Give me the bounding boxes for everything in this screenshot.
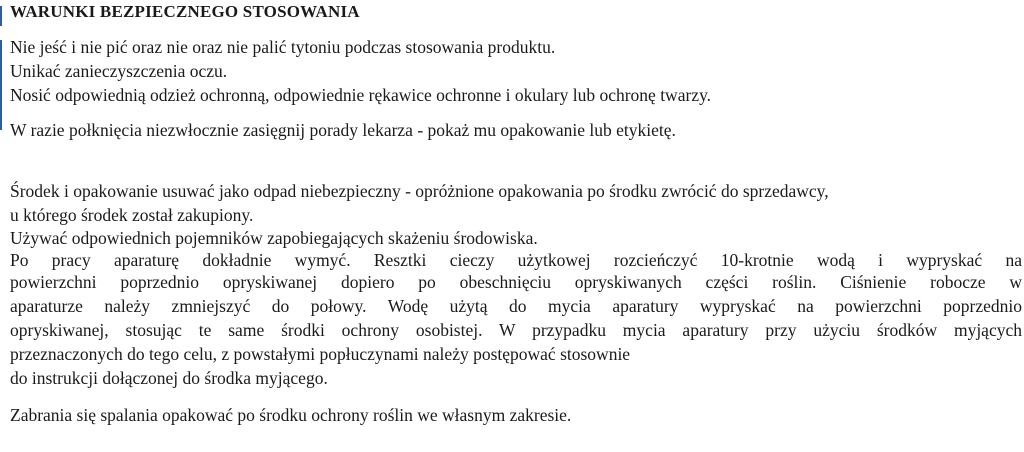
disposal-line: u którego środek został zakupiony. [10, 205, 254, 225]
cleaning-line: do instrukcji dołączonej do środka myjącego. [10, 368, 328, 388]
cleaning-line: powierzchni poprzednio opryskiwanej dopiero po obeschnięciu opryskiwanych części roślin. Ciśnienie robocze w [10, 272, 1022, 292]
margin-marker [0, 6, 2, 26]
cleaning-line: aparaturze należy zmniejszyć do połowy. Wodę użytą do mycia aparatury wypryskać na powierzchni poprzednio [10, 296, 1022, 316]
disposal-line: Środek i opakowanie usuwać jako odpad niebezpieczny - opróżnione opakowania po środku zwrócić do sprzedawcy, [10, 181, 829, 201]
safety-line: W razie połknięcia niezwłocznie zasięgnij porady lekarza - pokaż mu opakowanie lub etykietę. [10, 120, 676, 140]
safety-line: Nosić odpowiednią odzież ochronną, odpowiednie rękawice ochronne i okulary lub ochronę twarzy. [10, 85, 712, 105]
safety-line: Unikać zanieczyszczenia oczu. [10, 61, 228, 81]
cleaning-line: przeznaczonych do tego celu, z powstałymi popłuczynami należy postępować stosownie [10, 344, 631, 364]
safety-line: Nie jeść i nie pić oraz nie oraz nie palić tytoniu podczas stosowania produktu. [10, 37, 556, 57]
final-line: Zabrania się spalania opakować po środku ochrony roślin we własnym zakresie. [10, 405, 572, 425]
disposal-line: Używać odpowiednich pojemników zapobiegających skażeniu środowiska. [10, 228, 538, 248]
cleaning-line: opryskiwanej, stosując te same środki ochrony osobistej. W przypadku mycia aparatury przy użyciu środków myjących [10, 320, 1022, 340]
section-heading: WARUNKI BEZPIECZNEGO STOSOWANIA [10, 2, 360, 21]
cleaning-line: Po pracy aparaturę dokładnie wymyć. Resztki cieczy użytkowej rozcieńczyć 10-krotnie wodą i wypryskać na [10, 250, 1022, 270]
margin-marker [0, 40, 2, 130]
